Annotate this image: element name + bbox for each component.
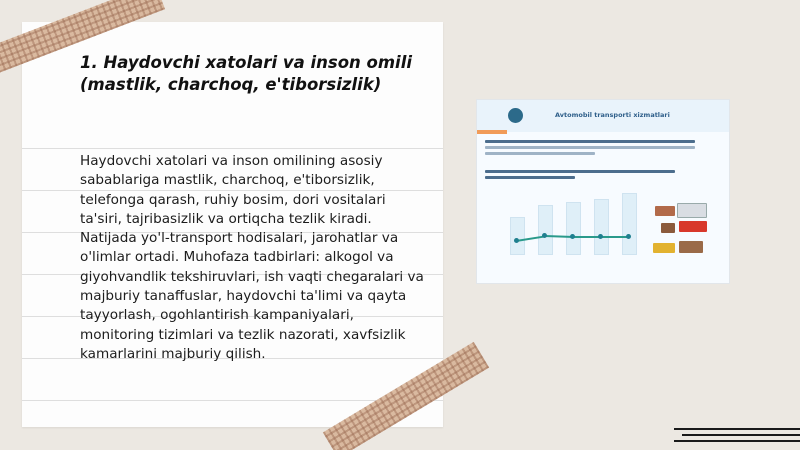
chart-bar	[538, 205, 553, 255]
decorative-line	[674, 440, 800, 442]
chart-bar	[510, 217, 525, 255]
chart-point	[514, 238, 519, 243]
tanker-truck-icon	[679, 221, 707, 232]
chart-line	[573, 236, 601, 238]
decorative-line	[674, 428, 800, 430]
thumbnail-title: Avtomobil transporti xizmatlari	[555, 111, 670, 119]
chart-point	[570, 234, 575, 239]
chart-point	[626, 234, 631, 239]
thumbnail-text-line	[485, 170, 675, 173]
cargo-icon	[679, 241, 703, 253]
chart-bar	[594, 199, 609, 255]
truck-icon	[653, 243, 675, 253]
decorative-line	[682, 434, 800, 436]
lined-paper-note	[22, 22, 443, 427]
truck-icon	[677, 203, 707, 218]
chart-point	[542, 233, 547, 238]
truck-icon	[508, 108, 523, 123]
thumbnail-text-line	[485, 152, 595, 155]
vehicle-icon	[655, 206, 675, 216]
note-title: 1. Haydovchi xatolari va inson omili (mastlik, charchoq, e'tiborsizlik)	[80, 53, 413, 94]
embedded-slide-image	[476, 99, 730, 284]
thumbnail-header	[477, 100, 729, 132]
thumbnail-text-line	[485, 140, 695, 143]
cargo-icon	[661, 223, 675, 233]
thumbnail-text-line	[485, 146, 695, 149]
chart-line	[601, 236, 629, 238]
paper-rule	[22, 148, 443, 149]
note-body: Haydovchi xatolari va inson omilining asosiy sabablariga mastlik, charchoq, e'tiborsizlik, telefonga qarash, ruhiy bosim, dori vositalari ta'siri, tajribasizlik va ortiqcha tezlik kiradi. Natijada yo'l-transport hodisalari, jarohatlar va o'limlar ortadi. Muhofaza tadbirlari: alkogol va giyohvandlik tekshiruvlari, ish vaqti chegaralari va majburiy tanaffuslar, haydovchi ta'limi va qayta tayyorlash, ogohlantirish kampaniyalari, monitoring tizimlari va tezlik nazorati, xavfsizlik kamarlarini majburiy qilish.	[80, 153, 424, 362]
accent-bar	[477, 130, 507, 134]
chart-bar	[566, 202, 581, 255]
thumbnail-text-line	[485, 176, 575, 179]
chart-point	[598, 234, 603, 239]
chart-bar	[622, 193, 637, 255]
